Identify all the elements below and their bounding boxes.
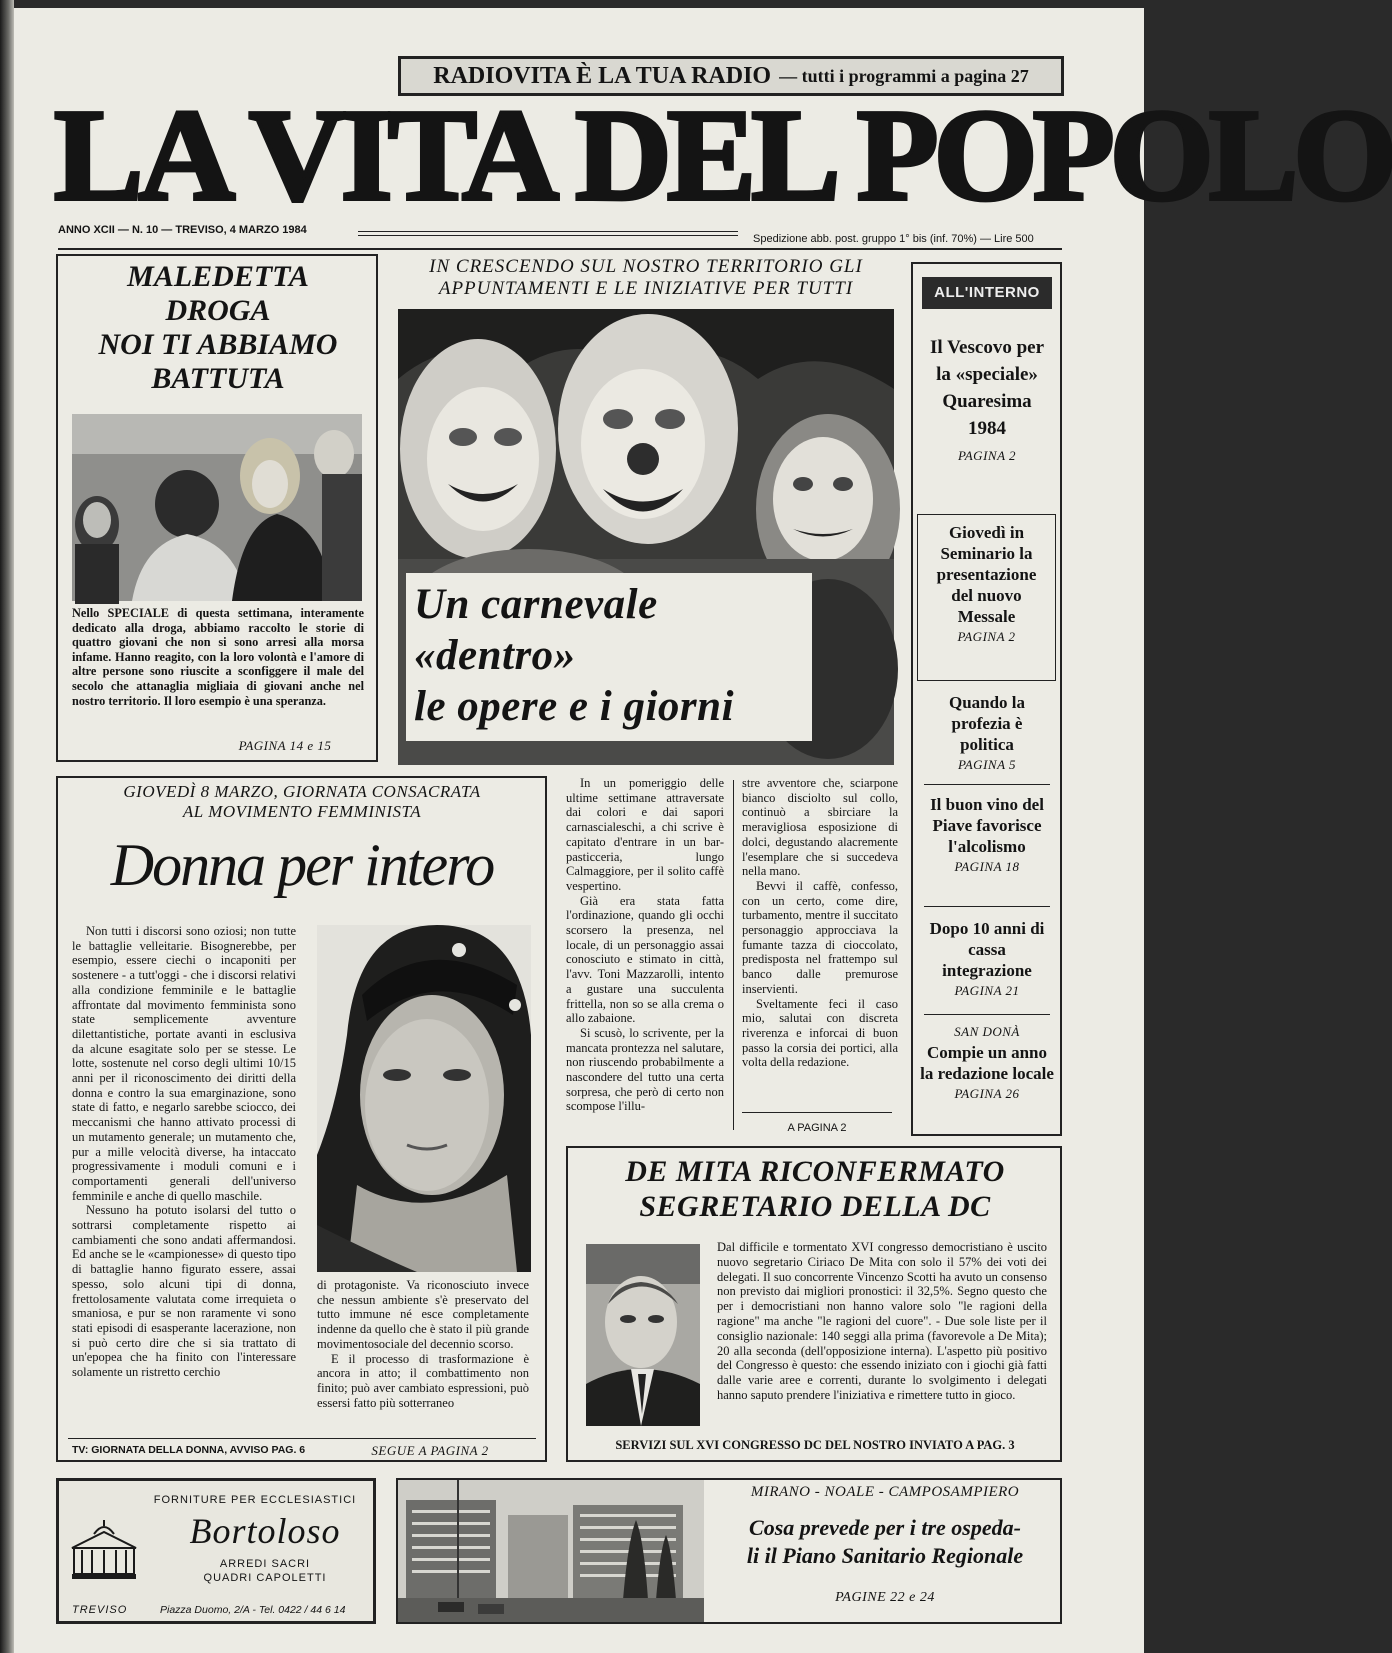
- postal-line: Spedizione abb. post. gruppo 1° bis (inf. 70%) — Lire 500: [753, 233, 1034, 245]
- dc-photo: [586, 1244, 700, 1426]
- masthead-rule-bottom: [58, 248, 1062, 250]
- drug-page-ref: PAGINA 14 e 15: [238, 738, 332, 753]
- inside-label: ALL'INTERNO: [922, 277, 1052, 309]
- inside-item-6-page: PAGINA 26: [954, 1086, 1020, 1101]
- drug-headline-line-3: NOI TI ABBIAMO: [98, 328, 338, 361]
- inside-item-4: [916, 794, 1058, 875]
- women-portrait: [317, 925, 531, 1272]
- inside-item-2-title: Giovedì in Seminario la presentazione del nuovo Messale: [936, 523, 1037, 626]
- inside-item-3-page: PAGINA 5: [957, 757, 1017, 772]
- hospital-kicker: MIRANO - NOALE - CAMPOSAMPIERO: [750, 1484, 1020, 1500]
- women-headline: Donna per intero: [110, 832, 494, 898]
- carnival-kicker: IN CRESCENDO SUL NOSTRO TERRITORIO GLI APPUNTAMENTI E LE INIZIATIVE PER TUTTI: [429, 256, 863, 299]
- women-paragraph-3: di protagoniste. Va riconosciuto invece che nessun ambiente s'è preservato del tutto immune né esce completamente indenne da quello che è stato il più grande movimentosociale del decennio scorso.: [317, 1278, 529, 1351]
- inside-item-1-page: PAGINA 2: [957, 448, 1017, 463]
- dc-photo-image: [586, 1244, 700, 1426]
- dc-footer: SERVIZI SUL XVI CONGRESSO DC DEL NOSTRO INVIATO A PAG. 3: [615, 1438, 1015, 1452]
- inside-item-6-title: Compie un anno la redazione locale: [920, 1043, 1054, 1083]
- hospital-photo-image: [398, 1480, 704, 1622]
- ad-city: TREVISO: [72, 1604, 128, 1616]
- drug-headline-line-4: BATTUTA: [151, 362, 285, 395]
- mazz-paragraph-6: Sveltamente feci il caso mio, salutai con discreta riverenza e inforcai di buon passo la corsia dei portici, alla volta della redazione.: [742, 996, 898, 1070]
- women-footer-rule: [68, 1438, 536, 1439]
- women-column-left: [72, 924, 296, 1449]
- ad-top: FORNITURE PER ECCLESIASTICI: [153, 1494, 357, 1506]
- ad-brand: Bortoloso: [189, 1511, 341, 1551]
- hospital-photo: [398, 1480, 704, 1622]
- dc-headline-line-2: SEGRETARIO DELLA DC: [639, 1190, 991, 1223]
- masthead-title: LA VITA DEL POPOLO: [54, 82, 1392, 228]
- church-icon: [68, 1518, 140, 1582]
- inside-rule-3: [924, 1014, 1050, 1015]
- drug-headline-line-2: DROGA: [165, 294, 271, 327]
- inside-item-2: [920, 522, 1053, 645]
- dc-body: Dal difficile e tormentato XVI congresso democristiano è uscito nuovo segretario Ciriaco De Mita con solo il 57% dei voti dei delegati. Il suo concorrente Vincenzo Scotti ha avuto un consenso non previsto dai migliori pronostici: il 32,5%. Segno questo che per i democristiani non hanno valore solo "le ragioni della ragione" ma anche "le ragioni del cuore". - Due sole liste per il consiglio nazionale: 140 seggi alla prima (favorevole a De Mita); 20 alla seconda (dell'opposizione interna). L'aspetto più positivo del Congresso è questo: che essendo iniziato con i giochi già fatti dalle varie aree e correnti, durante lo svolgimento i delegati hanno saputo prendere l'iniziativa e rimettere tutto in gioco.: [717, 1240, 1047, 1402]
- hospital-page-ref: PAGINE 22 e 24: [835, 1590, 935, 1605]
- drug-photo-image: [72, 414, 362, 601]
- dc-headline-line-1: DE MITA RICONFERMATO: [625, 1155, 1005, 1188]
- mazz-paragraph-2: Già era stata fatta l'ordinazione, quando gli occhi scorsero la presenza, nel locale, di un personaggio assai conosciuto e stimato in città, l'avv. Toni Mazzarolli, intento a gustare una succulenta frittella, non so se alla crema o allo zabaione.: [566, 893, 724, 1026]
- ad-address: Piazza Duomo, 2/A - Tel. 0422 / 44 6 14: [160, 1604, 346, 1616]
- inside-item-1: [916, 334, 1058, 464]
- women-column-right: [317, 1278, 529, 1431]
- inside-item-3-title: Quando la profezia è politica: [948, 693, 1026, 754]
- mazz-page-ref: A PAGINA 2: [787, 1122, 847, 1134]
- inside-item-6: [916, 1024, 1058, 1102]
- inside-item-4-title: Il buon vino del Piave favorisce l'alcolismo: [930, 795, 1044, 856]
- inside-item-5-title: Dopo 10 anni di cassa integrazione: [929, 919, 1045, 980]
- mazz-column-1: [566, 776, 724, 1133]
- masthead-rule-1: [358, 231, 738, 232]
- hospital-headline-line-1: Cosa prevede per i tre ospeda-: [749, 1515, 1021, 1540]
- carnival-title-line-3: le opere e i giorni: [414, 683, 735, 730]
- inside-item-6-kicker: SAN DONÀ: [954, 1024, 1020, 1039]
- radio-banner-sub: — tutti i programmi a pagina 27: [779, 65, 1029, 86]
- women-portrait-image: [317, 925, 531, 1272]
- mazz-paragraph-4: stre avventore che, sciarpone bianco disciolto sul collo, continuò a sbirciare la meravigliosa esposizione di dolci, degustando alacremente l'esemplare che si succedeva nella mano.: [742, 776, 898, 879]
- inside-item-2-page: PAGINA 2: [957, 629, 1016, 644]
- mazz-paragraph-5: Bevvi il caffè, confesso, con un certo, come dire, turbamento, mentre il succitato personaggio approcciava la fumante tazza di cioccolato, predisposta nel frattempo sul banco dalle premurose inservienti.: [742, 878, 898, 996]
- inside-item-1-title: Il Vescovo per la «speciale» Quaresima 1984: [930, 337, 1044, 439]
- inside-rule-2: [924, 906, 1050, 907]
- issue-line: ANNO XCII — N. 10 — TREVISO, 4 MARZO 1984: [58, 224, 307, 236]
- women-tv-note: TV: GIORNATA DELLA DONNA, AVVISO PAG. 6: [72, 1444, 306, 1456]
- carnival-title: [406, 573, 812, 741]
- women-kicker: [60, 782, 544, 822]
- women-paragraph-2: Nessuno ha potuto isolarsi del tutto o sottrarsi completamente rispetto ai cambiamenti che sono andati affermandosi. Ed anche se le «campionesse» di questo tipo di battaglie hanno figurato essere, assai spesso, solo alcuni tipi di donna, frettolosamente valutata come irrequieta o smaniosa, e pur se non raramente vi sono stati episodi di esasperante lacerazione, non si può certo dire che si sia trattato di un'epopea che ha finito con l'interessare solamente un ristretto cerchio: [72, 1203, 296, 1380]
- carnival-title-line-2: «dentro»: [414, 632, 576, 679]
- women-paragraph-1: Non tutti i discorsi sono oziosi; non tutte le battaglie velleitarie. Bisognerebbe, per esempio, essere ciechi o incaponiti per sostenere - a tutt'oggi - che i discorsi relativi alla condizione femminile e le battaglie affrontate dal movimento femminista sono state semplicemente avventure dilettantistiche, portate avanti in esclusiva da alcune esagitate solo per se stesse. Le lotte, sostenute nel corso degli ultimi 10/15 anni per il riconoscimento dei diritti della donna e contro la sua emarginazione, sono state di fatto, e negarlo sarebbe sciocco, dei meccanismi che hanno attivato processi di un mutamento generale; un mutamento che, pur a mille velocità diverse, ha intaccato progressivamente i moduli comuni e i comportamenti generali dell'universo femminile e anche di quello maschile.: [72, 924, 296, 1203]
- mazz-paragraph-3: Si scusò, lo scrivente, per la mancata prontezza nel salutare, non riuscendo probabilmente a nascondere del tutto una certa sorpresa, che però di certo non scompose l'illu-: [566, 1025, 724, 1114]
- inside-rule-1: [924, 784, 1050, 785]
- women-continue: SEGUE A PAGINA 2: [371, 1443, 489, 1458]
- masthead-rule-2: [358, 235, 738, 236]
- ad-line2: QUADRI CAPOLETTI: [203, 1572, 327, 1584]
- hospital-headline-line-2: li il Piano Sanitario Regionale: [746, 1543, 1024, 1568]
- inside-item-3: [916, 692, 1058, 773]
- mazz-paragraph-1: In un pomeriggio delle ultime settimane attraversate dai colori e dai sapori carnascialeschi, a chi scrive è capitato d'entrare in un bar-pasticceria, lungo Calmaggiore, per il solito caffè vespertino.: [566, 776, 724, 893]
- dc-headline: [570, 1154, 1060, 1224]
- women-kicker-line-1: GIOVEDÌ 8 MARZO, GIORNATA CONSACRATA: [123, 782, 481, 801]
- mazz-end-rule: [742, 1112, 892, 1113]
- radio-banner-title: RADIOVITA È LA TUA RADIO: [433, 62, 772, 89]
- inside-item-5: [916, 918, 1058, 999]
- drug-body: Nello SPECIALE di questa settimana, interamente dedicato alla droga, abbiamo raccolto le storie di quattro giovani che non si sono arresi alla morsa infame. Hanno reagito, con la loro volontà e l'amore di altre persone sono riuscite a sconfiggere il male del secolo che attanaglia migliaia di giovani anche nel nostro territorio. Il loro esempio è una speranza.: [72, 606, 364, 708]
- mazz-column-divider: [733, 780, 734, 1130]
- drug-headline: [66, 260, 370, 396]
- drug-photo: [72, 414, 362, 601]
- ad-line1: ARREDI SACRI: [219, 1558, 311, 1570]
- drug-headline-line-1: MALEDETTA: [127, 260, 309, 293]
- women-kicker-line-2: AL MOVIMENTO FEMMINISTA: [182, 802, 422, 821]
- hospital-headline: [712, 1514, 1058, 1570]
- carnival-title-line-1: Un carnevale: [414, 581, 658, 628]
- inside-item-5-page: PAGINA 21: [954, 983, 1020, 998]
- women-paragraph-4: E il processo di trasformazione è ancora in atto; il combattimento non finito; può aver cambiato espressioni, può essersi fatto più sotterraneo: [317, 1351, 529, 1410]
- inside-item-4-page: PAGINA 18: [954, 859, 1020, 874]
- mazz-column-2: [742, 776, 898, 1106]
- binding-gutter: [0, 0, 14, 1653]
